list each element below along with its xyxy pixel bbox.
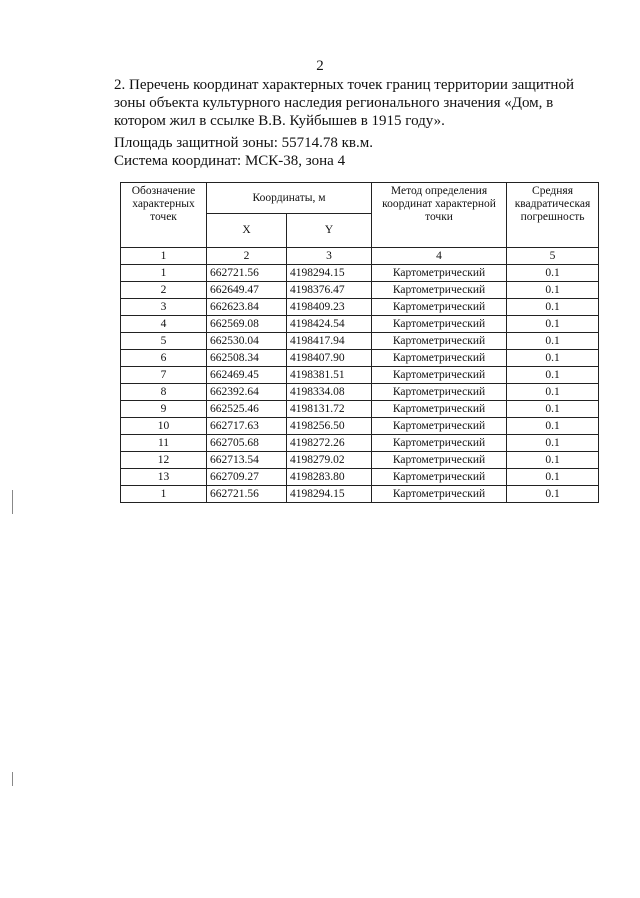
table-row xyxy=(121,452,599,469)
cell-x: 662508.34 xyxy=(207,350,287,367)
cell-x: 662721.56 xyxy=(207,486,287,503)
cell-error: 0.1 xyxy=(507,367,599,384)
cell-y: 4198424.54 xyxy=(287,316,372,333)
cell-method: Картометрический xyxy=(372,486,507,503)
protection-zone-area: Площадь защитной зоны: 55714.78 кв.м. xyxy=(114,135,373,151)
cell-y: 4198131.72 xyxy=(287,401,372,418)
cell-error: 0.1 xyxy=(507,316,599,333)
cell-y: 4198279.02 xyxy=(287,452,372,469)
cell-x: 662623.84 xyxy=(207,299,287,316)
cell-method: Картометрический xyxy=(372,265,507,282)
cell-error: 0.1 xyxy=(507,350,599,367)
cell-method: Картометрический xyxy=(372,282,507,299)
cell-error: 0.1 xyxy=(507,418,599,435)
table-row xyxy=(121,282,599,299)
cell-x: 662705.68 xyxy=(207,435,287,452)
cell-error: 0.1 xyxy=(507,452,599,469)
column-number: 4 xyxy=(372,248,507,265)
cell-point: 5 xyxy=(121,333,207,350)
column-number: 5 xyxy=(507,248,599,265)
header-x: X xyxy=(207,214,287,248)
cell-y: 4198294.15 xyxy=(287,265,372,282)
cell-y: 4198256.50 xyxy=(287,418,372,435)
cell-method: Картометрический xyxy=(372,418,507,435)
scan-margin-mark xyxy=(12,490,13,514)
cell-method: Картометрический xyxy=(372,452,507,469)
cell-x: 662525.46 xyxy=(207,401,287,418)
table-row xyxy=(121,384,599,401)
cell-point: 1 xyxy=(121,265,207,282)
cell-method: Картометрический xyxy=(372,367,507,384)
column-number: 1 xyxy=(121,248,207,265)
table-row xyxy=(121,350,599,367)
table-row xyxy=(121,435,599,452)
column-number-row xyxy=(121,248,599,265)
cell-point: 4 xyxy=(121,316,207,333)
cell-point: 1 xyxy=(121,486,207,503)
table-row xyxy=(121,418,599,435)
document-heading: 2. Перечень координат характерных точек границ территории защитной зоны объекта культурного наследия регионального значения «Дом, в котором жил в ссылке В.В. Куйбышев в 1915 году». xyxy=(114,77,574,129)
header-mean-square-error: Средняя квадратическая погрешность xyxy=(507,183,599,248)
cell-point: 6 xyxy=(121,350,207,367)
column-number: 3 xyxy=(287,248,372,265)
cell-error: 0.1 xyxy=(507,282,599,299)
cell-x: 662530.04 xyxy=(207,333,287,350)
table-row xyxy=(121,265,599,282)
header-y: Y xyxy=(287,214,372,248)
cell-point: 8 xyxy=(121,384,207,401)
cell-point: 13 xyxy=(121,469,207,486)
coordinate-system: Система координат: МСК-38, зона 4 xyxy=(114,153,346,169)
cell-y: 4198376.47 xyxy=(287,282,372,299)
cell-method: Картометрический xyxy=(372,469,507,486)
cell-y: 4198334.08 xyxy=(287,384,372,401)
header-point-designation: Обозначение характерных точек xyxy=(121,183,207,248)
cell-x: 662709.27 xyxy=(207,469,287,486)
cell-error: 0.1 xyxy=(507,333,599,350)
cell-error: 0.1 xyxy=(507,435,599,452)
cell-x: 662392.64 xyxy=(207,384,287,401)
cell-method: Картометрический xyxy=(372,299,507,316)
cell-point: 3 xyxy=(121,299,207,316)
cell-point: 10 xyxy=(121,418,207,435)
cell-method: Картометрический xyxy=(372,350,507,367)
cell-x: 662717.63 xyxy=(207,418,287,435)
scan-margin-mark xyxy=(12,772,13,786)
cell-y: 4198272.26 xyxy=(287,435,372,452)
cell-x: 662713.54 xyxy=(207,452,287,469)
cell-x: 662721.56 xyxy=(207,265,287,282)
header-method: Метод определения координат характерной точки xyxy=(372,183,507,248)
header-coordinates: Координаты, м xyxy=(207,183,372,214)
table-row xyxy=(121,469,599,486)
cell-y: 4198407.90 xyxy=(287,350,372,367)
cell-method: Картометрический xyxy=(372,435,507,452)
cell-y: 4198294.15 xyxy=(287,486,372,503)
cell-method: Картометрический xyxy=(372,316,507,333)
cell-error: 0.1 xyxy=(507,401,599,418)
cell-point: 2 xyxy=(121,282,207,299)
cell-method: Картометрический xyxy=(372,401,507,418)
cell-error: 0.1 xyxy=(507,486,599,503)
cell-point: 9 xyxy=(121,401,207,418)
cell-error: 0.1 xyxy=(507,384,599,401)
column-number: 2 xyxy=(207,248,287,265)
page-number: 2 xyxy=(316,58,324,74)
cell-x: 662469.45 xyxy=(207,367,287,384)
table-row xyxy=(121,486,599,503)
cell-point: 12 xyxy=(121,452,207,469)
cell-y: 4198283.80 xyxy=(287,469,372,486)
cell-x: 662649.47 xyxy=(207,282,287,299)
cell-point: 11 xyxy=(121,435,207,452)
coordinates-table xyxy=(120,182,599,503)
cell-point: 7 xyxy=(121,367,207,384)
table-row xyxy=(121,316,599,333)
cell-error: 0.1 xyxy=(507,299,599,316)
cell-y: 4198381.51 xyxy=(287,367,372,384)
cell-y: 4198417.94 xyxy=(287,333,372,350)
table-row xyxy=(121,333,599,350)
cell-method: Картометрический xyxy=(372,384,507,401)
cell-error: 0.1 xyxy=(507,469,599,486)
table-row xyxy=(121,367,599,384)
table-row xyxy=(121,299,599,316)
cell-error: 0.1 xyxy=(507,265,599,282)
table-row xyxy=(121,401,599,418)
cell-method: Картометрический xyxy=(372,333,507,350)
cell-y: 4198409.23 xyxy=(287,299,372,316)
cell-x: 662569.08 xyxy=(207,316,287,333)
